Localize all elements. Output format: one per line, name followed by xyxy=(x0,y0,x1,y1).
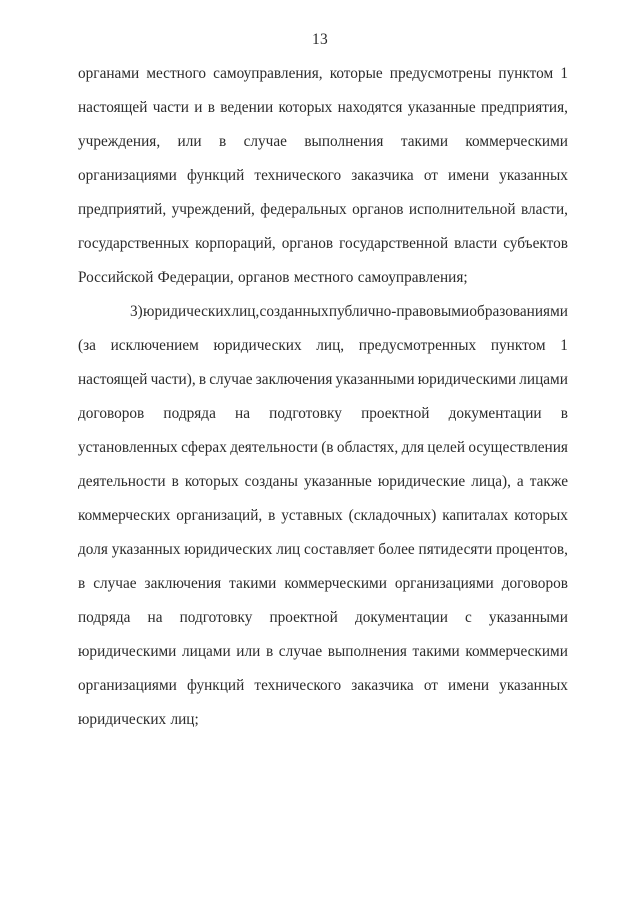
word: такими xyxy=(229,575,277,592)
word: в xyxy=(171,473,179,490)
text-line xyxy=(78,99,568,133)
word: исключением xyxy=(110,337,199,354)
word: предусмотренных xyxy=(358,337,477,354)
text-line xyxy=(78,541,568,575)
word: такими xyxy=(400,133,449,150)
word: организациями xyxy=(394,575,494,592)
text-line xyxy=(78,711,568,745)
text-line xyxy=(78,677,568,711)
text-line xyxy=(78,473,568,507)
word: органов xyxy=(238,269,290,286)
word: (в xyxy=(321,439,334,456)
word: коммерческими xyxy=(465,133,568,150)
word: в xyxy=(218,133,227,150)
word: технического xyxy=(254,677,342,694)
word: организаций, xyxy=(176,507,263,524)
word: а xyxy=(516,473,524,490)
word: осуществления xyxy=(468,439,568,456)
word: целей xyxy=(427,439,466,456)
text-line xyxy=(78,337,568,371)
word: выполнения xyxy=(327,643,407,660)
word: и xyxy=(194,99,203,116)
paragraph xyxy=(78,303,568,745)
word: организациями xyxy=(78,677,177,694)
word: которых xyxy=(278,99,333,116)
word: областях, xyxy=(336,439,399,456)
page-number: 13 xyxy=(311,31,329,48)
word: органами xyxy=(78,65,140,82)
word: заключения xyxy=(255,371,333,388)
text-line xyxy=(78,303,568,337)
word: Федерации, xyxy=(157,269,234,286)
word: пунктом xyxy=(490,337,546,354)
word: подготовку xyxy=(269,405,342,422)
word: местного xyxy=(146,65,207,82)
word: власти xyxy=(454,235,498,252)
word: от xyxy=(423,677,438,694)
word: указанных xyxy=(499,677,568,694)
word: юридических xyxy=(184,541,273,558)
word: случае xyxy=(243,133,287,150)
word: юридических xyxy=(78,711,167,728)
word: заказчика xyxy=(351,677,414,694)
word: или xyxy=(177,133,202,150)
word: подряда xyxy=(78,609,131,626)
word: предусмотрены xyxy=(389,65,492,82)
word: лиц; xyxy=(170,711,199,728)
word: юридических xyxy=(143,303,232,320)
word: заказчика xyxy=(351,167,414,184)
word: имени xyxy=(448,677,490,694)
word: организациями xyxy=(78,167,177,184)
word: 1 xyxy=(560,65,568,82)
word: образованиями xyxy=(469,303,568,320)
text-line xyxy=(78,65,568,99)
word: случае xyxy=(278,643,323,660)
word: указанными xyxy=(488,609,568,626)
word: лиц xyxy=(276,541,301,558)
word: в xyxy=(560,405,568,422)
word: государственных xyxy=(78,235,190,252)
word: настоящей xyxy=(78,99,148,116)
word: (складочных) xyxy=(348,507,437,524)
document-body xyxy=(78,65,568,745)
word: лиц, xyxy=(231,303,260,320)
word: лица), xyxy=(471,473,511,490)
text-line xyxy=(78,133,568,167)
word: учреждения, xyxy=(78,133,161,150)
word: с xyxy=(465,609,472,626)
word: созданы xyxy=(244,473,298,490)
word: пунктом xyxy=(498,65,554,82)
word: указанных xyxy=(499,167,568,184)
word: учреждений, xyxy=(171,201,255,218)
word: на xyxy=(147,609,163,626)
word: в xyxy=(265,643,274,660)
text-line xyxy=(78,507,568,541)
word: которых xyxy=(184,473,239,490)
word: лиц, xyxy=(316,337,345,354)
word: процентов, xyxy=(496,541,568,558)
word: указанные xyxy=(303,473,372,490)
word: уставных xyxy=(281,507,343,524)
text-line xyxy=(78,167,568,201)
text-line xyxy=(78,643,568,677)
word: юридические xyxy=(377,473,466,490)
word: публично-правовыми xyxy=(328,303,470,320)
text-line xyxy=(78,439,568,473)
word: настоящей xyxy=(78,371,148,388)
word: установленных xyxy=(78,439,178,456)
word: исполнительной xyxy=(408,201,516,218)
word: на xyxy=(235,405,250,422)
word: в xyxy=(198,371,207,388)
word: договоров xyxy=(501,575,568,592)
text-line xyxy=(78,201,568,235)
word: документации xyxy=(448,405,542,422)
word: созданных xyxy=(259,303,329,320)
word: проектной xyxy=(361,405,430,422)
word: доля xyxy=(78,541,108,558)
word: указанных xyxy=(111,541,181,558)
word: части xyxy=(152,99,189,116)
word: документации xyxy=(354,609,448,626)
word: выполнения xyxy=(304,133,384,150)
word: также xyxy=(529,473,568,490)
word: или xyxy=(236,643,261,660)
word: лицами xyxy=(182,643,231,660)
word: государственной xyxy=(339,235,449,252)
word: которые xyxy=(329,65,383,82)
text-line xyxy=(78,609,568,643)
word: органов xyxy=(281,235,334,252)
word: деятельности xyxy=(230,439,318,456)
word: федеральных xyxy=(260,201,347,218)
text-line xyxy=(78,575,568,609)
text-line xyxy=(78,235,568,269)
word: такими xyxy=(412,643,460,660)
word: лицами xyxy=(519,371,568,388)
word: деятельности xyxy=(78,473,166,490)
word: самоуправления; xyxy=(357,269,468,286)
word: для xyxy=(401,439,425,456)
word: в xyxy=(78,575,86,592)
word: случае xyxy=(93,575,137,592)
word: случае xyxy=(209,371,253,388)
word: от xyxy=(423,167,438,184)
word: субъектов xyxy=(503,235,568,252)
word: части), xyxy=(150,371,196,388)
word: юридических xyxy=(213,337,302,354)
word: Российской xyxy=(78,269,154,286)
word: юридическими xyxy=(417,371,517,388)
word: ведении xyxy=(220,99,274,116)
word: органов xyxy=(352,201,404,218)
word: (за xyxy=(78,337,96,354)
word: предприятий, xyxy=(78,201,167,218)
word: которых xyxy=(514,507,568,524)
word: корпораций, xyxy=(195,235,276,252)
word: сферах xyxy=(181,439,227,456)
word: 3) xyxy=(130,303,143,320)
word: функций xyxy=(186,677,245,694)
word: 1 xyxy=(560,337,568,354)
word: более xyxy=(378,541,415,558)
word: в xyxy=(207,99,215,116)
word: указанные xyxy=(407,99,476,116)
word: пятидесяти xyxy=(418,541,493,558)
word: проектной xyxy=(269,609,338,626)
word: составляет xyxy=(304,541,375,558)
word: юридическими xyxy=(78,643,177,660)
word: имени xyxy=(448,167,490,184)
word: власти, xyxy=(521,201,568,218)
word: предприятия, xyxy=(480,99,568,116)
word: капиталах xyxy=(442,507,509,524)
word: в xyxy=(268,507,276,524)
word: указанными xyxy=(335,371,415,388)
word: договоров xyxy=(78,405,145,422)
word: заключения xyxy=(144,575,222,592)
word: подготовку xyxy=(179,609,253,626)
word: функций xyxy=(186,167,245,184)
word: подряда xyxy=(163,405,216,422)
word: самоуправления, xyxy=(213,65,323,82)
text-line xyxy=(78,371,568,405)
text-line xyxy=(78,269,568,303)
text-line xyxy=(78,405,568,439)
word: находятся xyxy=(337,99,403,116)
word: коммерческих xyxy=(78,507,171,524)
paragraph xyxy=(78,65,568,303)
word: коммерческими xyxy=(284,575,387,592)
word: технического xyxy=(254,167,342,184)
word: местного xyxy=(293,269,354,286)
word: коммерческими xyxy=(465,643,568,660)
